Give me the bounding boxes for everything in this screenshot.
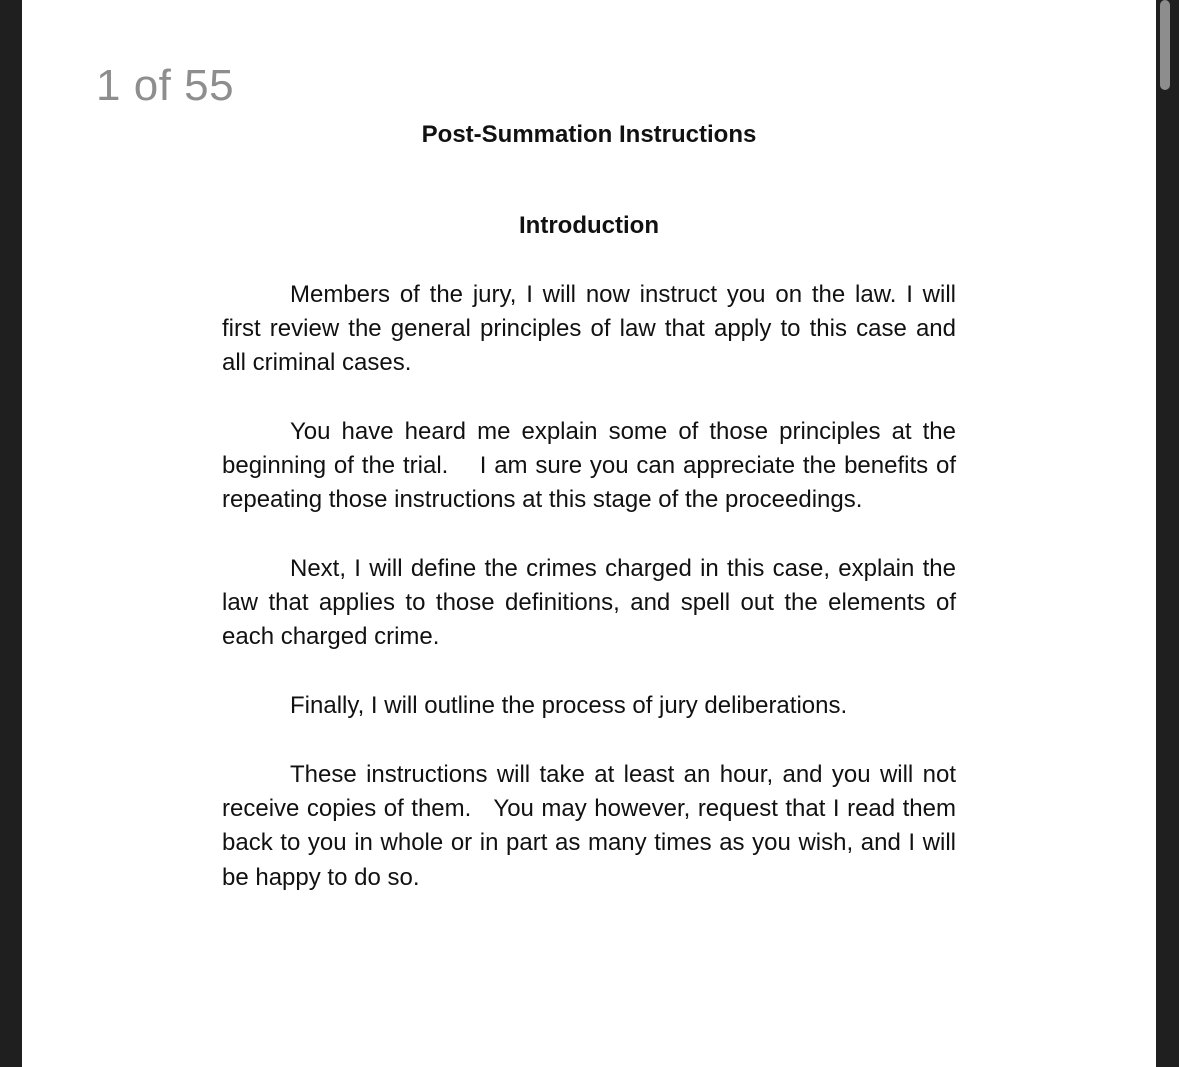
viewer-left-margin — [0, 0, 22, 1067]
paragraph: Members of the jury, I will now instruct you on the law. I will first review the general principles of law that apply to this case and all criminal cases. — [222, 281, 956, 377]
paragraph: Finally, I will outline the process of jury deliberations. — [290, 692, 848, 719]
section-heading: Introduction — [519, 212, 659, 239]
paragraph: Next, I will define the crimes charged in this case, explain the law that applies to those definitions, and spell out the elements of each charged crime. — [222, 555, 956, 651]
paragraph: These instructions will take at least an hour, and you will not receive copies of them. You may however, request that I read them back to you in whole or in part as many times as you wish, and I will be happy to do so. — [222, 761, 956, 891]
document-page — [22, 0, 1156, 1067]
paragraph: You have heard me explain some of those principles at the beginning of the trial. I am sure you can appreciate the benefits of repeating those instructions at this stage of the proceedings. — [222, 418, 956, 514]
viewer-right-margin — [1156, 0, 1179, 1067]
page-indicator: 1 of 55 — [96, 61, 235, 110]
document-title: Post-Summation Instructions — [421, 121, 757, 148]
scrollbar-thumb[interactable] — [1160, 0, 1170, 90]
